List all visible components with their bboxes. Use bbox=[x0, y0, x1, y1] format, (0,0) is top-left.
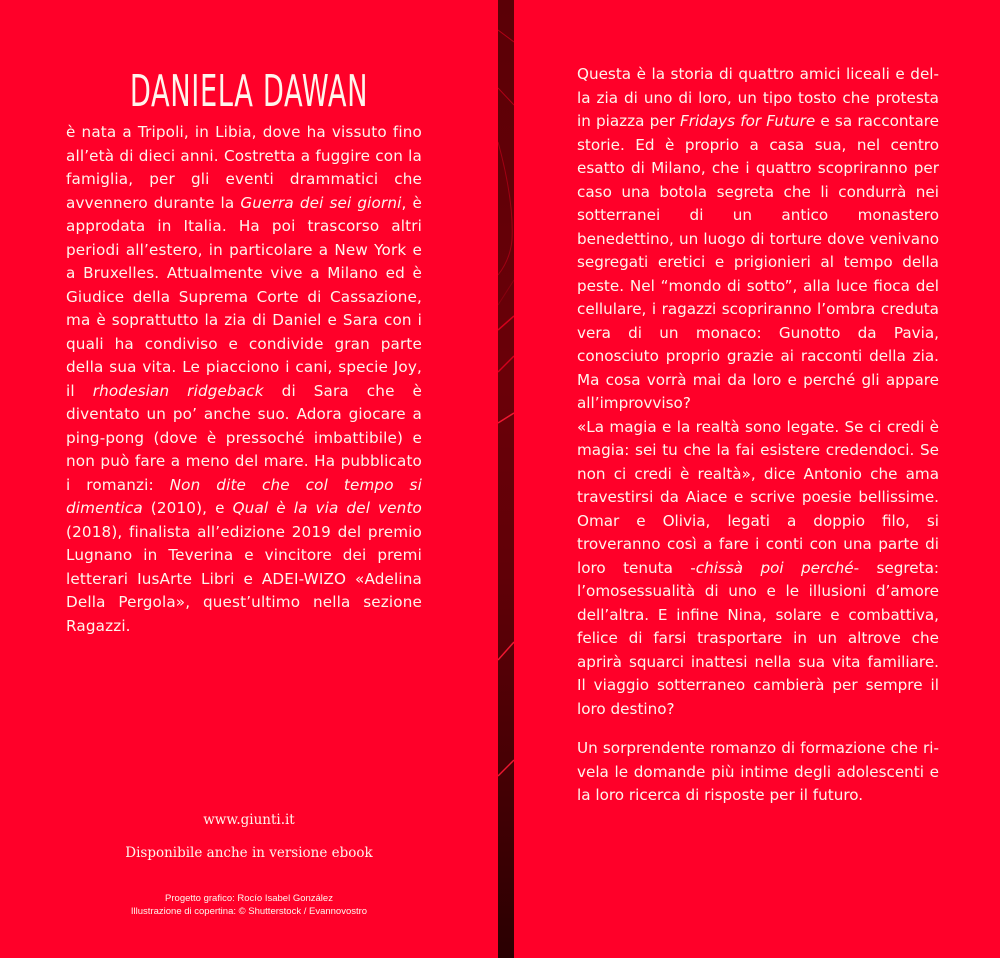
author-name: DANIELA DAWAN bbox=[129, 66, 369, 117]
spine-stroke bbox=[498, 30, 514, 42]
italic-title-text: Qual è la via del vento bbox=[232, 499, 422, 517]
text-run: - segreta: l’omosessualità di uno e le illusioni d’amore dell’altra. E infine Nina, solare e combattiva, felice di farsi trasportare in un altrove che aprirà squarci inattesi nella sua vita familiare. Il viaggio sotterraneo cambierà per sempre il loro destino? bbox=[577, 558, 939, 718]
spine-stroke bbox=[498, 642, 514, 660]
blurb-paragraph bbox=[577, 63, 939, 416]
spine-stroke bbox=[498, 356, 514, 372]
back-cover-panel bbox=[0, 0, 498, 958]
text-run: (2018), finalista all’edizione 2019 del premio Lugnano in Teverina e vincitore dei premi letterari IusArte Libri e ADEI-WIZO «Adelina Della Pergola», quest’ultimo nella sezione Ragazzi. bbox=[66, 522, 422, 635]
italic-title-text: Guerra dei sei giorni bbox=[240, 193, 402, 212]
design-credits bbox=[0, 892, 498, 918]
italic-title-text: rhodesian ridgeback bbox=[92, 381, 264, 400]
blurb-paragraph bbox=[577, 737, 939, 808]
spine-stroke bbox=[498, 280, 514, 305]
spine-stroke bbox=[498, 316, 514, 330]
text-run: Un sorprendente romanzo di formazione che rivela le domande più intime degli adolescenti e la loro ricerca di risposte per il futuro. bbox=[577, 739, 939, 804]
credit-graphic-design: Progetto grafico: Rocío Isabel González bbox=[165, 893, 333, 904]
spine-stroke bbox=[498, 142, 512, 275]
credit-cover-illustration: Illustrazione di copertina: © Shutterstock / Evannovostro bbox=[130, 906, 368, 917]
book-blurb bbox=[577, 63, 939, 808]
text-run: di Sara che è diventato un po’ anche suo. Adora giocare a ping-pong (dove è pressoché imbattibile) e non può fare a meno del mare. Ha pubblicato i romanzi: bbox=[66, 381, 422, 494]
text-run: Questa è la storia di quattro amici liceali e della zia di uno di loro, un tipo tosto che protesta in piazza per bbox=[577, 65, 939, 130]
spine-decoration bbox=[498, 0, 514, 958]
ebook-note: Disponibile anche in versione ebook bbox=[125, 845, 373, 861]
book-spine bbox=[498, 0, 514, 958]
text-run: , è approdata in Italia. Ha poi trascorso altri periodi all’estero, in particolare a New York e a Bruxelles. Attualmente vive a Milano ed è Giudice della Suprema Corte di Cassazione, ma è soprattutto la zia di Daniel e Sara con i quali ha condiviso e condivide gran parte della sua vita. Le piacciono i cani, specie Joy, il bbox=[66, 193, 423, 400]
italic-title-text: Fridays for Future bbox=[680, 112, 816, 130]
italic-title-text: Non dite che col tempo si dimentica bbox=[66, 475, 422, 517]
text-run: e sa raccontare storie. Ed è proprio a casa sua, nel centro esatto di Milano, che i quattro scopriranno per caso una botola segreta che li condurrà nei sotterranei di un antico monastero benedettino, un luogo di torture dove venivano segregati eretici e prigionieri al tempo della peste. Nel “mondo di sotto”, alla luce fioca del cellulare, i ragazzi scopriranno l’ombra creduta vera di un monaco: Gunotto da Pavia, conosciuto proprio grazie ai racconti della zia. Ma cosa vorrà mai da loro e perché gli appare all’improvviso? bbox=[577, 112, 940, 412]
text-run: è nata a Tripoli, in Libia, dove ha vissuto fino all’età di dieci anni. Costretta a fuggire con la famiglia, per gli eventi drammatici che avvennero durante la bbox=[66, 123, 422, 212]
spine-stroke bbox=[498, 413, 514, 423]
italic-title-text: chissà poi perché bbox=[695, 558, 854, 577]
blurb-paragraph bbox=[577, 416, 939, 722]
spine-stroke bbox=[498, 760, 514, 776]
spine-stroke bbox=[498, 88, 514, 105]
publisher-website[interactable]: www.giunti.it bbox=[203, 812, 295, 828]
text-run: «La magia e la realtà sono legate. Se ci credi è magia: sei tu che la fai esistere credendoci. Se non ci credi è realtà», dice Antonio che ama travestirsi da Aiace e scrive poesie bellissime. Omar e Olivia, legati a doppio filo, si troveranno così a fare i conti con una parte di loro tenuta - bbox=[577, 417, 939, 577]
text-run: (2010), e bbox=[142, 499, 233, 517]
author-bio bbox=[66, 121, 422, 638]
